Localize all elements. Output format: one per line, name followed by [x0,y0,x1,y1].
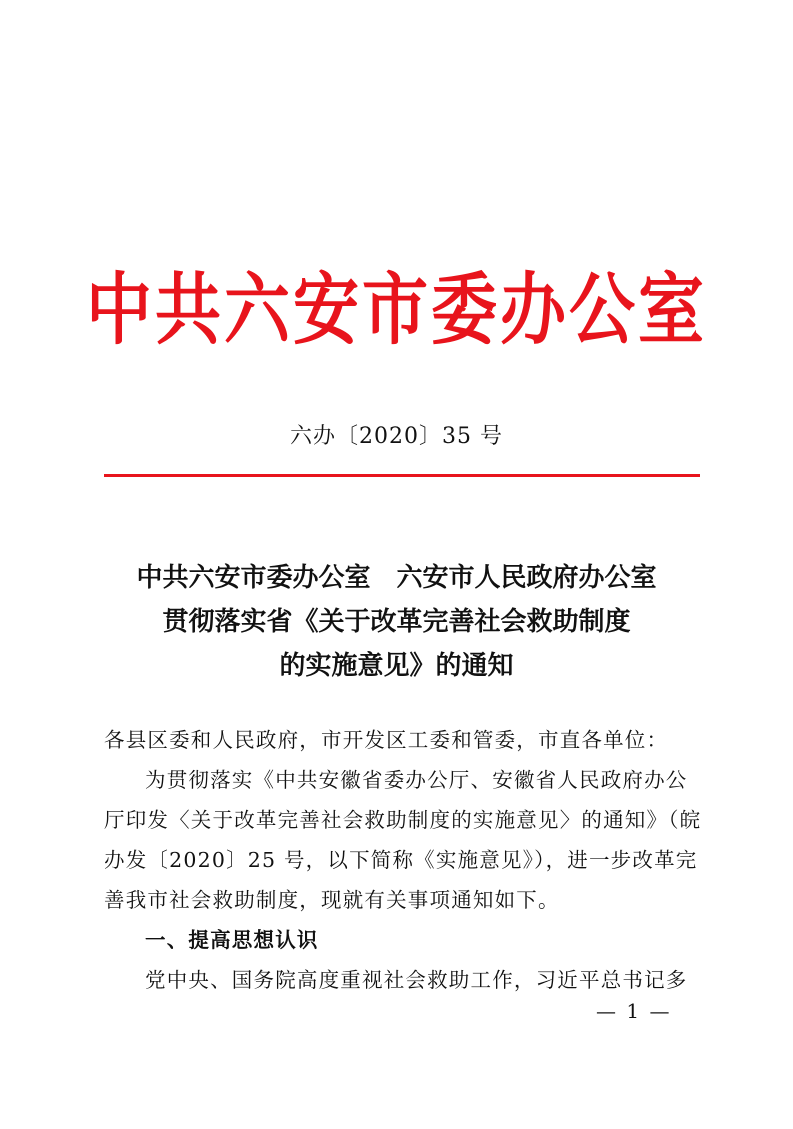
section-heading-1: 一、提高思想认识 [145,928,319,952]
title-issuer-a: 中共六安市委办公室 [136,563,371,593]
document-number: 六办〔2020〕35 号 [290,424,503,449]
salutation [104,720,698,760]
title-line-3: 的实施意见》的通知 [279,651,514,681]
paragraph-1-line-3: 办发〔2020〕25 号，以下简称《实施意见》），进一步改革完 [104,848,698,872]
red-separator-line [104,474,700,477]
paragraph-1-line-2: 厅印发〈关于改革完善社会救助制度的实施意见〉的通知》（皖 [104,808,702,832]
paragraph-2-line-1: 党中央、国务院高度重视社会救助工作，习近平总书记多 [145,968,688,992]
salutation-text: 各县区委和人民政府，市开发区工委和管委，市直各单位： [104,728,669,752]
page-number: — 1 — [596,999,672,1023]
paragraph-1-line-1: 为贯彻落实《中共安徽省委办公厅、安徽省人民政府办公 [145,768,688,792]
issuing-organization-header: 中共六安市委办公室 [86,264,707,356]
title-line-1 [60,556,733,600]
title-issuer-b: 六安市人民政府办公室 [396,563,657,593]
title-line-2: 贯彻落实省《关于改革完善社会救助制度 [162,607,631,637]
document-title [60,556,733,688]
document-body [104,720,702,1000]
paragraph-1 [104,760,702,920]
paragraph-1-line-4: 善我市社会救助制度，现就有关事项通知如下。 [104,888,560,912]
paragraph-2 [104,960,698,1000]
